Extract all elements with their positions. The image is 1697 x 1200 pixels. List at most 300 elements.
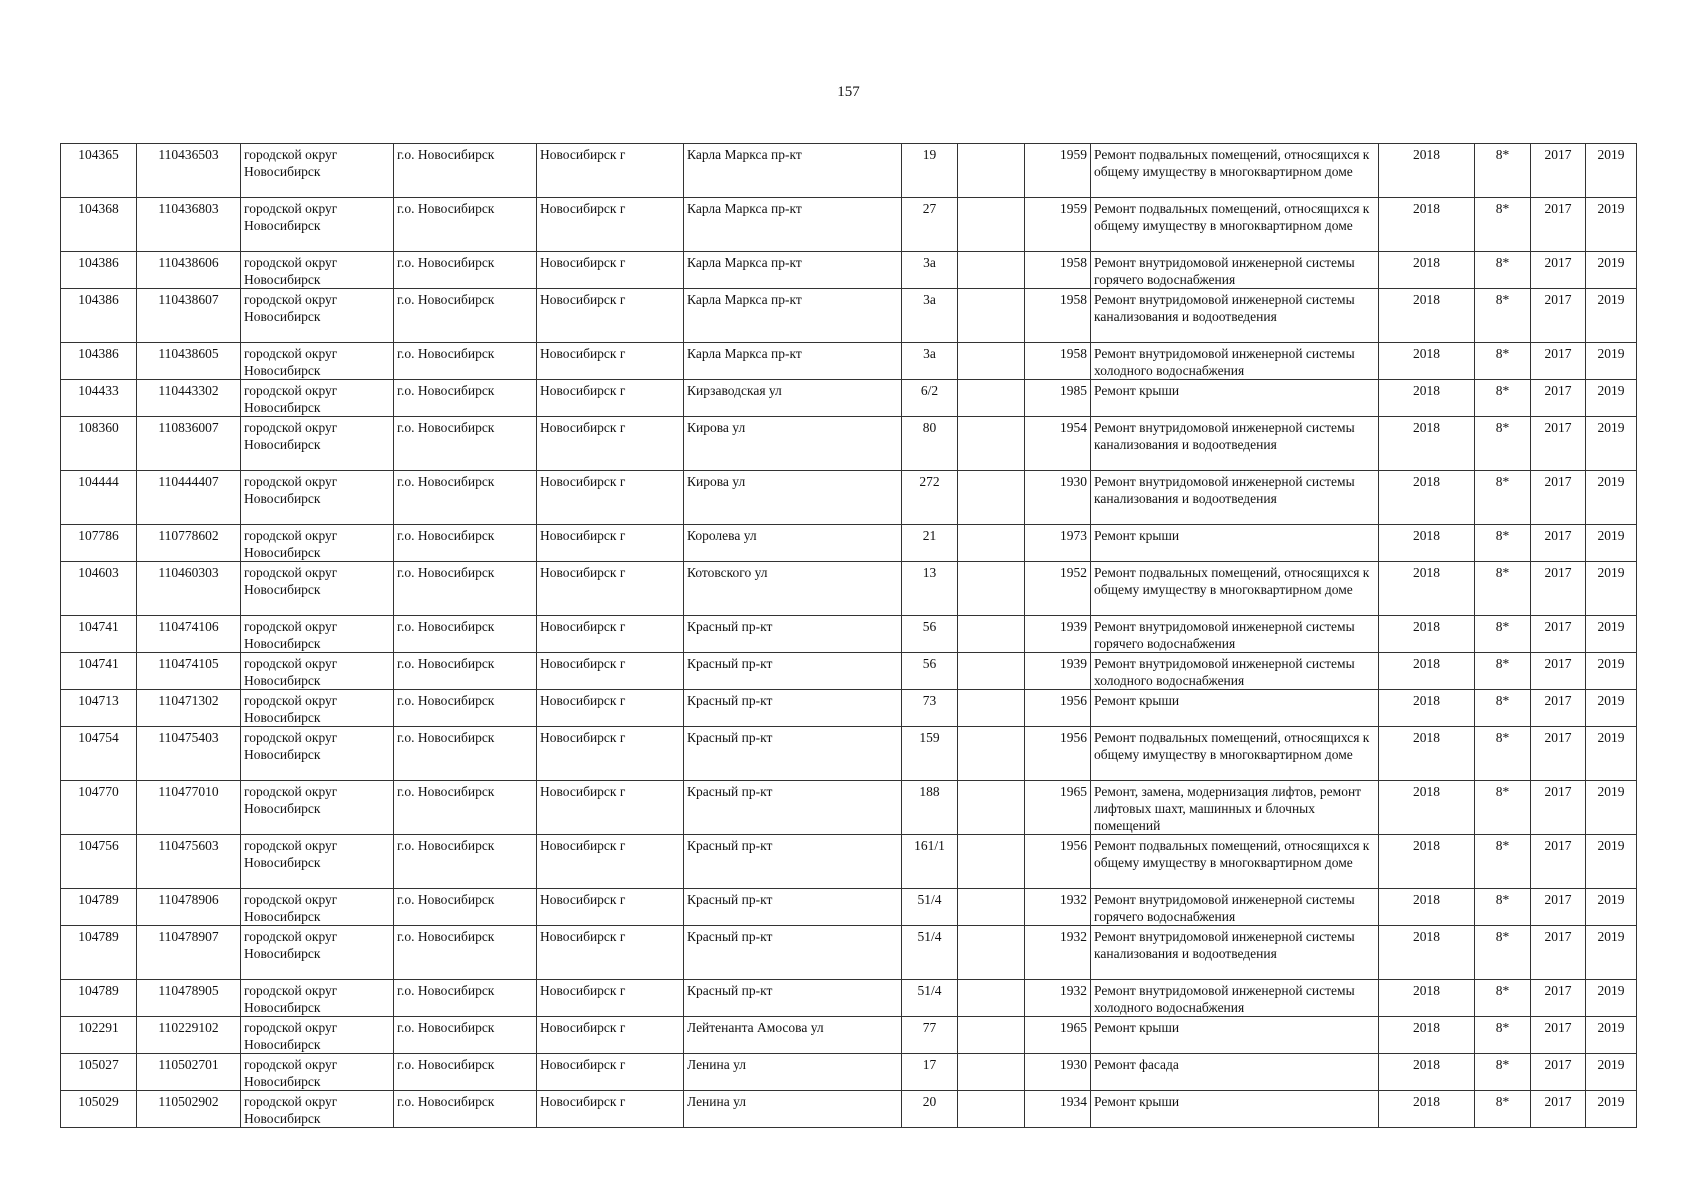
table-row [61, 616, 1637, 653]
municipality-cell: городской округ Новосибирск [241, 471, 394, 525]
note-cell: 8* [1475, 198, 1531, 252]
house-number-cell: 13 [902, 562, 958, 616]
construction-year-cell: 1958 [1025, 252, 1091, 289]
settlement-cell: г.о. Новосибирск [394, 198, 537, 252]
table-row [61, 1091, 1637, 1128]
settlement-cell: г.о. Новосибирск [394, 144, 537, 198]
note-cell: 8* [1475, 980, 1531, 1017]
repair-type-cell: Ремонт крыши [1091, 1017, 1379, 1054]
table-row [61, 562, 1637, 616]
settlement-cell: г.о. Новосибирск [394, 1017, 537, 1054]
street-cell: Красный пр-кт [684, 690, 902, 727]
house-number-cell: 21 [902, 525, 958, 562]
table-row [61, 289, 1637, 343]
end-year-cell: 2019 [1586, 289, 1637, 343]
house-id-cell: 104386 [61, 252, 137, 289]
locality-cell: Новосибирск г [537, 343, 684, 380]
table-row [61, 417, 1637, 471]
note-cell: 8* [1475, 471, 1531, 525]
object-code-cell: 110478907 [137, 926, 241, 980]
municipality-cell: городской округ Новосибирск [241, 380, 394, 417]
house-id-cell: 104789 [61, 980, 137, 1017]
end-year-cell: 2019 [1586, 380, 1637, 417]
building-cell [958, 144, 1025, 198]
street-cell: Красный пр-кт [684, 781, 902, 835]
table-row [61, 1017, 1637, 1054]
repair-type-cell: Ремонт крыши [1091, 525, 1379, 562]
end-year-cell: 2019 [1586, 889, 1637, 926]
start-year-cell: 2017 [1531, 781, 1586, 835]
building-cell [958, 525, 1025, 562]
start-year-cell: 2017 [1531, 727, 1586, 781]
building-cell [958, 289, 1025, 343]
start-year-cell: 2017 [1531, 835, 1586, 889]
settlement-cell: г.о. Новосибирск [394, 980, 537, 1017]
building-cell [958, 1054, 1025, 1091]
table-row [61, 252, 1637, 289]
building-cell [958, 198, 1025, 252]
table-row [61, 926, 1637, 980]
table-row [61, 198, 1637, 252]
building-cell [958, 980, 1025, 1017]
construction-year-cell: 1954 [1025, 417, 1091, 471]
settlement-cell: г.о. Новосибирск [394, 616, 537, 653]
building-cell [958, 690, 1025, 727]
repair-type-cell: Ремонт подвальных помещений, относящихся к общему имуществу в многоквартирном доме [1091, 727, 1379, 781]
municipality-cell: городской округ Новосибирск [241, 343, 394, 380]
locality-cell: Новосибирск г [537, 1054, 684, 1091]
plan-year-cell: 2018 [1379, 835, 1475, 889]
plan-year-cell: 2018 [1379, 727, 1475, 781]
end-year-cell: 2019 [1586, 727, 1637, 781]
end-year-cell: 2019 [1586, 781, 1637, 835]
plan-year-cell: 2018 [1379, 380, 1475, 417]
construction-year-cell: 1939 [1025, 616, 1091, 653]
repair-type-cell: Ремонт внутридомовой инженерной системы горячего водоснабжения [1091, 252, 1379, 289]
repair-type-cell: Ремонт крыши [1091, 1091, 1379, 1128]
start-year-cell: 2017 [1531, 1017, 1586, 1054]
note-cell: 8* [1475, 1017, 1531, 1054]
municipality-cell: городской округ Новосибирск [241, 616, 394, 653]
house-number-cell: 161/1 [902, 835, 958, 889]
plan-year-cell: 2018 [1379, 1091, 1475, 1128]
settlement-cell: г.о. Новосибирск [394, 380, 537, 417]
building-cell [958, 562, 1025, 616]
house-number-cell: 51/4 [902, 980, 958, 1017]
plan-year-cell: 2018 [1379, 198, 1475, 252]
start-year-cell: 2017 [1531, 380, 1586, 417]
table-row [61, 525, 1637, 562]
municipality-cell: городской округ Новосибирск [241, 525, 394, 562]
start-year-cell: 2017 [1531, 980, 1586, 1017]
repair-type-cell: Ремонт крыши [1091, 690, 1379, 727]
start-year-cell: 2017 [1531, 690, 1586, 727]
note-cell: 8* [1475, 690, 1531, 727]
settlement-cell: г.о. Новосибирск [394, 562, 537, 616]
table-row [61, 471, 1637, 525]
municipality-cell: городской округ Новосибирск [241, 889, 394, 926]
construction-year-cell: 1965 [1025, 1017, 1091, 1054]
locality-cell: Новосибирск г [537, 727, 684, 781]
street-cell: Карла Маркса пр-кт [684, 198, 902, 252]
note-cell: 8* [1475, 343, 1531, 380]
start-year-cell: 2017 [1531, 653, 1586, 690]
settlement-cell: г.о. Новосибирск [394, 727, 537, 781]
building-cell [958, 727, 1025, 781]
start-year-cell: 2017 [1531, 1091, 1586, 1128]
municipality-cell: городской округ Новосибирск [241, 835, 394, 889]
locality-cell: Новосибирск г [537, 1017, 684, 1054]
table-row [61, 653, 1637, 690]
table-row [61, 1054, 1637, 1091]
plan-year-cell: 2018 [1379, 926, 1475, 980]
object-code-cell: 110460303 [137, 562, 241, 616]
note-cell: 8* [1475, 144, 1531, 198]
construction-year-cell: 1952 [1025, 562, 1091, 616]
start-year-cell: 2017 [1531, 525, 1586, 562]
house-id-cell: 104444 [61, 471, 137, 525]
note-cell: 8* [1475, 835, 1531, 889]
construction-year-cell: 1932 [1025, 980, 1091, 1017]
house-number-cell: 56 [902, 616, 958, 653]
building-cell [958, 926, 1025, 980]
house-number-cell: 56 [902, 653, 958, 690]
construction-year-cell: 1939 [1025, 653, 1091, 690]
object-code-cell: 110477010 [137, 781, 241, 835]
settlement-cell: г.о. Новосибирск [394, 653, 537, 690]
start-year-cell: 2017 [1531, 144, 1586, 198]
street-cell: Карла Маркса пр-кт [684, 252, 902, 289]
locality-cell: Новосибирск г [537, 144, 684, 198]
repair-type-cell: Ремонт внутридомовой инженерной системы канализования и водоотведения [1091, 926, 1379, 980]
locality-cell: Новосибирск г [537, 889, 684, 926]
municipality-cell: городской округ Новосибирск [241, 653, 394, 690]
settlement-cell: г.о. Новосибирск [394, 417, 537, 471]
end-year-cell: 2019 [1586, 653, 1637, 690]
settlement-cell: г.о. Новосибирск [394, 289, 537, 343]
plan-year-cell: 2018 [1379, 653, 1475, 690]
object-code-cell: 110436503 [137, 144, 241, 198]
construction-year-cell: 1985 [1025, 380, 1091, 417]
construction-year-cell: 1959 [1025, 198, 1091, 252]
note-cell: 8* [1475, 562, 1531, 616]
plan-year-cell: 2018 [1379, 471, 1475, 525]
street-cell: Карла Маркса пр-кт [684, 144, 902, 198]
plan-year-cell: 2018 [1379, 889, 1475, 926]
municipality-cell: городской округ Новосибирск [241, 1017, 394, 1054]
construction-year-cell: 1956 [1025, 690, 1091, 727]
locality-cell: Новосибирск г [537, 690, 684, 727]
house-id-cell: 104365 [61, 144, 137, 198]
object-code-cell: 110502902 [137, 1091, 241, 1128]
locality-cell: Новосибирск г [537, 471, 684, 525]
building-cell [958, 781, 1025, 835]
plan-year-cell: 2018 [1379, 1054, 1475, 1091]
object-code-cell: 110475603 [137, 835, 241, 889]
plan-year-cell: 2018 [1379, 289, 1475, 343]
construction-year-cell: 1958 [1025, 343, 1091, 380]
plan-year-cell: 2018 [1379, 417, 1475, 471]
plan-year-cell: 2018 [1379, 144, 1475, 198]
locality-cell: Новосибирск г [537, 417, 684, 471]
repair-type-cell: Ремонт внутридомовой инженерной системы холодного водоснабжения [1091, 980, 1379, 1017]
end-year-cell: 2019 [1586, 835, 1637, 889]
start-year-cell: 2017 [1531, 343, 1586, 380]
municipality-cell: городской округ Новосибирск [241, 417, 394, 471]
house-number-cell: 159 [902, 727, 958, 781]
object-code-cell: 110471302 [137, 690, 241, 727]
plan-year-cell: 2018 [1379, 525, 1475, 562]
start-year-cell: 2017 [1531, 562, 1586, 616]
repair-type-cell: Ремонт подвальных помещений, относящихся к общему имуществу в многоквартирном доме [1091, 562, 1379, 616]
note-cell: 8* [1475, 525, 1531, 562]
building-cell [958, 252, 1025, 289]
building-cell [958, 889, 1025, 926]
construction-year-cell: 1956 [1025, 835, 1091, 889]
table-row [61, 889, 1637, 926]
building-cell [958, 1017, 1025, 1054]
municipality-cell: городской округ Новосибирск [241, 1054, 394, 1091]
street-cell: Красный пр-кт [684, 926, 902, 980]
object-code-cell: 110474106 [137, 616, 241, 653]
building-cell [958, 417, 1025, 471]
construction-year-cell: 1959 [1025, 144, 1091, 198]
repair-type-cell: Ремонт фасада [1091, 1054, 1379, 1091]
house-number-cell: 77 [902, 1017, 958, 1054]
note-cell: 8* [1475, 616, 1531, 653]
locality-cell: Новосибирск г [537, 289, 684, 343]
table-row [61, 343, 1637, 380]
street-cell: Котовского ул [684, 562, 902, 616]
house-number-cell: 17 [902, 1054, 958, 1091]
repair-type-cell: Ремонт внутридомовой инженерной системы канализования и водоотведения [1091, 417, 1379, 471]
house-number-cell: 272 [902, 471, 958, 525]
construction-year-cell: 1932 [1025, 926, 1091, 980]
house-number-cell: 73 [902, 690, 958, 727]
object-code-cell: 110475403 [137, 727, 241, 781]
object-code-cell: 110438607 [137, 289, 241, 343]
start-year-cell: 2017 [1531, 289, 1586, 343]
house-id-cell: 104789 [61, 926, 137, 980]
note-cell: 8* [1475, 289, 1531, 343]
object-code-cell: 110444407 [137, 471, 241, 525]
object-code-cell: 110474105 [137, 653, 241, 690]
repair-type-cell: Ремонт внутридомовой инженерной системы канализования и водоотведения [1091, 471, 1379, 525]
municipality-cell: городской округ Новосибирск [241, 1091, 394, 1128]
locality-cell: Новосибирск г [537, 562, 684, 616]
street-cell: Кирзаводская ул [684, 380, 902, 417]
house-number-cell: 3а [902, 289, 958, 343]
building-cell [958, 380, 1025, 417]
table-row [61, 980, 1637, 1017]
repair-type-cell: Ремонт внутридомовой инженерной системы горячего водоснабжения [1091, 889, 1379, 926]
plan-year-cell: 2018 [1379, 781, 1475, 835]
house-id-cell: 104741 [61, 616, 137, 653]
street-cell: Красный пр-кт [684, 616, 902, 653]
house-id-cell: 104386 [61, 343, 137, 380]
note-cell: 8* [1475, 1091, 1531, 1128]
table-row [61, 144, 1637, 198]
table-row [61, 690, 1637, 727]
repair-type-cell: Ремонт внутридомовой инженерной системы канализования и водоотведения [1091, 289, 1379, 343]
table-row [61, 835, 1637, 889]
settlement-cell: г.о. Новосибирск [394, 471, 537, 525]
house-id-cell: 108360 [61, 417, 137, 471]
locality-cell: Новосибирск г [537, 380, 684, 417]
note-cell: 8* [1475, 781, 1531, 835]
house-id-cell: 104603 [61, 562, 137, 616]
settlement-cell: г.о. Новосибирск [394, 343, 537, 380]
end-year-cell: 2019 [1586, 562, 1637, 616]
street-cell: Карла Маркса пр-кт [684, 343, 902, 380]
page-number: 157 [837, 84, 860, 100]
settlement-cell: г.о. Новосибирск [394, 525, 537, 562]
settlement-cell: г.о. Новосибирск [394, 926, 537, 980]
object-code-cell: 110478905 [137, 980, 241, 1017]
house-id-cell: 104754 [61, 727, 137, 781]
locality-cell: Новосибирск г [537, 198, 684, 252]
end-year-cell: 2019 [1586, 1054, 1637, 1091]
repair-type-cell: Ремонт внутридомовой инженерной системы холодного водоснабжения [1091, 653, 1379, 690]
end-year-cell: 2019 [1586, 343, 1637, 380]
plan-year-cell: 2018 [1379, 252, 1475, 289]
object-code-cell: 110438605 [137, 343, 241, 380]
note-cell: 8* [1475, 252, 1531, 289]
locality-cell: Новосибирск г [537, 1091, 684, 1128]
plan-year-cell: 2018 [1379, 343, 1475, 380]
house-id-cell: 107786 [61, 525, 137, 562]
note-cell: 8* [1475, 926, 1531, 980]
end-year-cell: 2019 [1586, 252, 1637, 289]
street-cell: Красный пр-кт [684, 835, 902, 889]
end-year-cell: 2019 [1586, 198, 1637, 252]
construction-year-cell: 1932 [1025, 889, 1091, 926]
object-code-cell: 110836007 [137, 417, 241, 471]
house-number-cell: 19 [902, 144, 958, 198]
object-code-cell: 110778602 [137, 525, 241, 562]
municipality-cell: городской округ Новосибирск [241, 144, 394, 198]
house-id-cell: 105029 [61, 1091, 137, 1128]
start-year-cell: 2017 [1531, 926, 1586, 980]
street-cell: Красный пр-кт [684, 727, 902, 781]
street-cell: Карла Маркса пр-кт [684, 289, 902, 343]
repair-type-cell: Ремонт, замена, модернизация лифтов, ремонт лифтовых шахт, машинных и блочных помещений [1091, 781, 1379, 835]
object-code-cell: 110443302 [137, 380, 241, 417]
end-year-cell: 2019 [1586, 525, 1637, 562]
repair-type-cell: Ремонт внутридомовой инженерной системы горячего водоснабжения [1091, 616, 1379, 653]
street-cell: Королева ул [684, 525, 902, 562]
locality-cell: Новосибирск г [537, 525, 684, 562]
locality-cell: Новосибирск г [537, 835, 684, 889]
end-year-cell: 2019 [1586, 471, 1637, 525]
house-number-cell: 51/4 [902, 889, 958, 926]
construction-year-cell: 1930 [1025, 471, 1091, 525]
end-year-cell: 2019 [1586, 690, 1637, 727]
street-cell: Лейтенанта Амосова ул [684, 1017, 902, 1054]
repair-type-cell: Ремонт внутридомовой инженерной системы холодного водоснабжения [1091, 343, 1379, 380]
end-year-cell: 2019 [1586, 980, 1637, 1017]
municipality-cell: городской округ Новосибирск [241, 198, 394, 252]
repair-type-cell: Ремонт подвальных помещений, относящихся к общему имуществу в многоквартирном доме [1091, 835, 1379, 889]
house-number-cell: 80 [902, 417, 958, 471]
house-number-cell: 51/4 [902, 926, 958, 980]
note-cell: 8* [1475, 653, 1531, 690]
street-cell: Кирова ул [684, 417, 902, 471]
object-code-cell: 110436803 [137, 198, 241, 252]
building-cell [958, 835, 1025, 889]
start-year-cell: 2017 [1531, 417, 1586, 471]
settlement-cell: г.о. Новосибирск [394, 781, 537, 835]
settlement-cell: г.о. Новосибирск [394, 835, 537, 889]
note-cell: 8* [1475, 380, 1531, 417]
construction-year-cell: 1958 [1025, 289, 1091, 343]
house-number-cell: 20 [902, 1091, 958, 1128]
locality-cell: Новосибирск г [537, 616, 684, 653]
settlement-cell: г.о. Новосибирск [394, 889, 537, 926]
construction-year-cell: 1930 [1025, 1054, 1091, 1091]
house-id-cell: 104713 [61, 690, 137, 727]
locality-cell: Новосибирск г [537, 926, 684, 980]
locality-cell: Новосибирск г [537, 781, 684, 835]
start-year-cell: 2017 [1531, 1054, 1586, 1091]
plan-year-cell: 2018 [1379, 980, 1475, 1017]
note-cell: 8* [1475, 417, 1531, 471]
construction-year-cell: 1965 [1025, 781, 1091, 835]
house-number-cell: 6/2 [902, 380, 958, 417]
house-number-cell: 3а [902, 343, 958, 380]
note-cell: 8* [1475, 727, 1531, 781]
settlement-cell: г.о. Новосибирск [394, 1091, 537, 1128]
street-cell: Красный пр-кт [684, 653, 902, 690]
construction-year-cell: 1956 [1025, 727, 1091, 781]
locality-cell: Новосибирск г [537, 653, 684, 690]
repair-type-cell: Ремонт крыши [1091, 380, 1379, 417]
house-id-cell: 104386 [61, 289, 137, 343]
house-number-cell: 188 [902, 781, 958, 835]
municipality-cell: городской округ Новосибирск [241, 252, 394, 289]
repair-type-cell: Ремонт подвальных помещений, относящихся к общему имуществу в многоквартирном доме [1091, 144, 1379, 198]
house-id-cell: 104770 [61, 781, 137, 835]
street-cell: Ленина ул [684, 1054, 902, 1091]
table-row [61, 781, 1637, 835]
note-cell: 8* [1475, 889, 1531, 926]
construction-year-cell: 1973 [1025, 525, 1091, 562]
municipality-cell: городской округ Новосибирск [241, 980, 394, 1017]
municipality-cell: городской округ Новосибирск [241, 781, 394, 835]
municipality-cell: городской округ Новосибирск [241, 289, 394, 343]
repair-type-cell: Ремонт подвальных помещений, относящихся к общему имуществу в многоквартирном доме [1091, 198, 1379, 252]
street-cell: Ленина ул [684, 1091, 902, 1128]
house-number-cell: 27 [902, 198, 958, 252]
end-year-cell: 2019 [1586, 144, 1637, 198]
note-cell: 8* [1475, 1054, 1531, 1091]
end-year-cell: 2019 [1586, 1017, 1637, 1054]
street-cell: Кирова ул [684, 471, 902, 525]
street-cell: Красный пр-кт [684, 889, 902, 926]
plan-year-cell: 2018 [1379, 562, 1475, 616]
house-id-cell: 105027 [61, 1054, 137, 1091]
end-year-cell: 2019 [1586, 417, 1637, 471]
building-cell [958, 653, 1025, 690]
house-id-cell: 104756 [61, 835, 137, 889]
settlement-cell: г.о. Новосибирск [394, 690, 537, 727]
end-year-cell: 2019 [1586, 616, 1637, 653]
building-cell [958, 1091, 1025, 1128]
settlement-cell: г.о. Новосибирск [394, 1054, 537, 1091]
settlement-cell: г.о. Новосибирск [394, 252, 537, 289]
start-year-cell: 2017 [1531, 198, 1586, 252]
plan-year-cell: 2018 [1379, 616, 1475, 653]
